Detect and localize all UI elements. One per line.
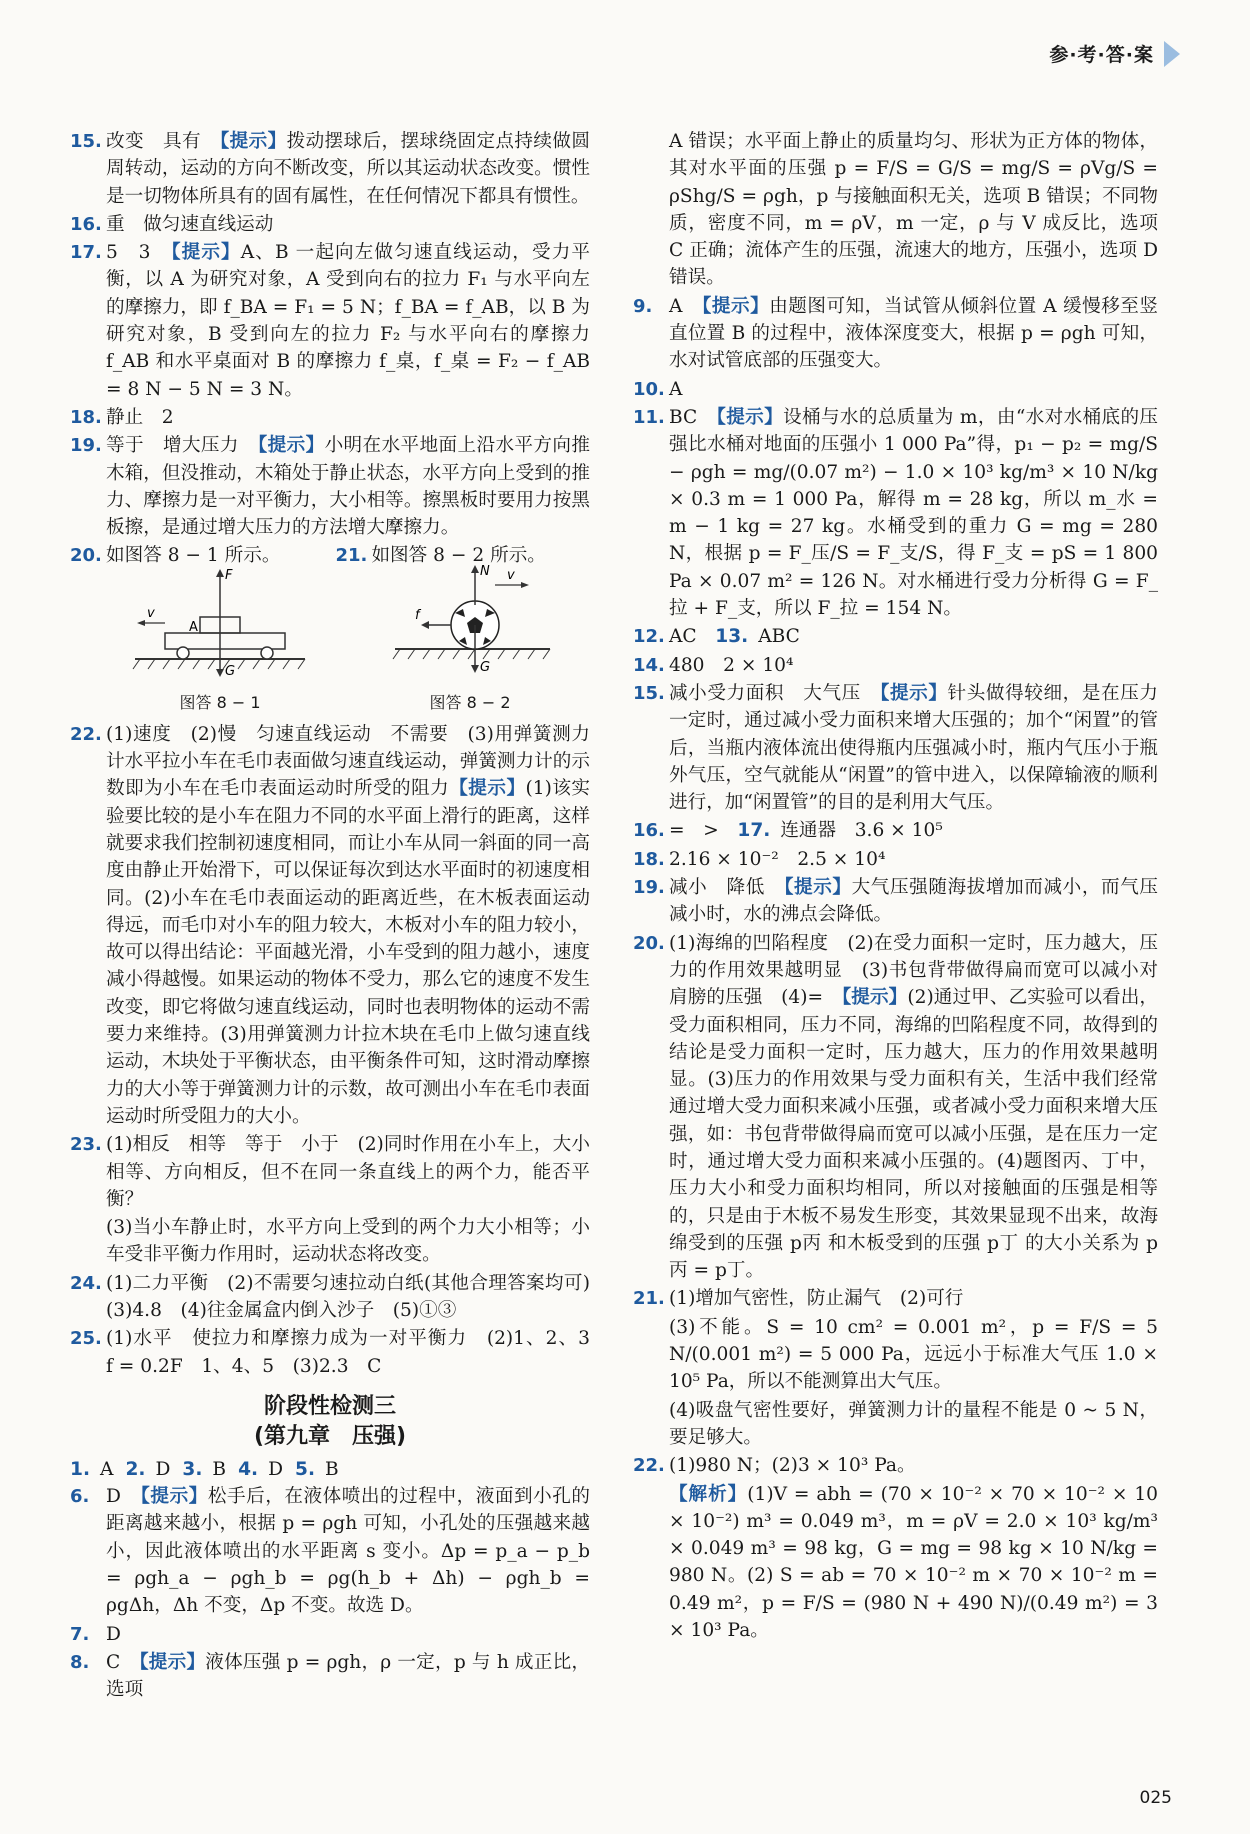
figure-8-1-caption: 图答 8 − 1: [179, 693, 261, 713]
label-v2: v: [507, 568, 515, 584]
answer-8-continued: A 错误；水平面上静止的质量均匀、形状为正方体的物体，其对水平面的压强 p = F/S = G/S = mg/S = ρVg/S = ρShg/S = ρgh，p 与接触面积无关，选项 B 错误；不同物质，密度不同，m = ρV，m 一定，ρ 与 V 成反比，选项 C 正确；流体产生的压强，流速大的地方，压强小，选项 D 错误。: [669, 131, 1158, 289]
right-column: [633, 128, 1158, 1645]
answer-18: 18. 静止 2: [70, 406, 174, 428]
answer-15: 15. 改变 具有 【提示】拨动摆球后，摆球绕固定点持续做圆周转动，运动的方向不断改变，所以其运动状态改变。惯性是一切物体所具有的固有属性，在任何情况下都具有惯性。: [70, 131, 590, 207]
answer-20r: 20. (1)海绵的凹陷程度 (2)在受力面积一定时，压力越大，压力的作用效果越明显 (3)书包背带做得扁而宽可以减小对肩膀的压强 (4)= 【提示】(2)通过甲、乙实验可以看出，受力面积相同，压力不同，海绵的凹陷程度不同，故得到的结论是受力面积一定时，压力越大，压力的作用效果越明显。(3)压力的作用效果与受力面积有关，生活中我们经常通过增大受力面积来减小压强，或者减小受力面积来增大压强，如：书包背带做得扁而宽可以减小压强，是在压力一定时，通过增大受力面积来减小压强的。(4)题图丙、丁中，压力大小和受力面积均相同，所以对接触面的压强是相等的，只是由于木板不易发生形变，其效果显现不出来，故海绵受到的压强 p丙 和木板受到的压强 p丁 的大小关系为 p丙 = p丁。: [633, 932, 1159, 1282]
section-title: 阶段性检测三 (第九章 压强): [253, 1393, 407, 1449]
chevron-right-icon: [1164, 41, 1180, 67]
figure-8-1: [125, 561, 315, 717]
answer-9: 9. A 【提示】由题图可知，当试管从倾斜位置 A 缓慢移至竖直位置 B 的过程中，液体深度变大，根据 p = ρgh 可知，水对试管底部的压强变大。: [633, 295, 1159, 372]
answer-16: 16. 重 做匀速直线运动: [70, 213, 274, 235]
answer-11: 11. BC 【提示】设桶与水的总质量为 m，由“水对水桶底的压强比水桶对地面的压强小 1 000 Pa”得，p₁ − p₂ = mg/S − ρgh = mg/(0.07 m²) − 1.0 × 10³ kg/m³ × 10 N/kg × 0.3 m = 1 000 Pa，解得 m = 28 kg，所以 m_水 = m − 1 kg = 27 kg。水桶受到的重力 G = mg = 280 N，根据 p = F_压/S = F_支/S，得 F_支 = pS = 1 800 Pa × 0.07 m² = 126 N。对水桶进行受力分析得 G = F_拉 + F_支，所以 F_拉 = 154 N。: [633, 406, 1158, 620]
label-F: F: [225, 568, 233, 584]
answer-7: 7. D: [70, 1623, 121, 1645]
answer-15r: 15. 减小受力面积 大气压 【提示】针头做得较细，是在压力一定时，通过减小受力面积来增大压强的；加个“闲置”的管后，当瓶内液体流出使得瓶内压强减小时，瓶内气压小于瓶外气压，空气就能从“闲置”的管中进入，以保障输液的顺利进行，加“闲置管”的目的是利用大气压。: [633, 682, 1158, 814]
figure-8-2: [385, 561, 555, 717]
figure-8-2-caption: 图答 8 − 2: [429, 693, 511, 713]
answer-18r: 18. 2.16 × 10⁻² 2.5 × 10⁴: [633, 848, 886, 870]
car-force-diagram: [125, 561, 315, 681]
header-title: 参·考·答·案: [1049, 44, 1154, 66]
answer-19r: 19. 减小 降低 【提示】大气压强随海拔增加而减小，而气压减小时，水的沸点会降低。: [633, 877, 1158, 926]
answer-21r: 21. (1)增加气密性，防止漏气 (2)可行: [633, 1288, 964, 1310]
answer-19: 19. 等于 增大压力 【提示】小明在水平地面上沿水平方向推木箱，但没推动，木箱处于静止状态，水平方向上受到的推力、摩擦力是一对平衡力，大小相等。擦黑板时要用力按黑板擦，是通过增大压力的方法增大摩擦力。: [70, 435, 590, 539]
answer-25: 25. (1)水平 使拉力和摩擦力成为一对平衡力 (2)1、2、3 f = 0.2F 1、4、5 (3)2.3 C: [70, 1328, 609, 1377]
answer-23-part3: (3)当小车静止时，水平方向上受到的两个力大小相等；小车受非平衡力作用时，运动状态将改变。: [106, 1217, 590, 1266]
page-header: [1049, 40, 1180, 67]
answer-14: 14. 480 2 × 10⁴: [633, 654, 794, 676]
answer-21r-part4: (4)吸盘气密性要好，弹簧测力计的量程不能是 0 ~ 5 N，要足够大。: [669, 1399, 1158, 1448]
answer-12-13: 12. AC 13. ABC: [633, 626, 800, 648]
answer-24: 24. (1)二力平衡 (2)不需要匀速拉动白纸(其他合理答案均可) (3)4.8 (4)往金属盒内倒入沙子 (5)①③: [70, 1272, 609, 1321]
label-G: G: [225, 664, 236, 680]
answer-21r-part3: (3)不能。S = 10 cm² = 0.001 m²，p = F/S = 5 N/(0.001 m²) = 5 000 Pa，远远小于标准大气压 1.0 × 10⁵ Pa，所以不能测算出大气压。: [669, 1316, 1158, 1393]
label-v: v: [147, 606, 155, 622]
answer-10: 10. A: [633, 378, 683, 400]
answer-23: 23. (1)相反 相等 等于 小于 (2)同时作用在小车上，大小相等、方向相反，但不在同一条直线上的两个力，能否平衡？: [70, 1134, 590, 1210]
answer-8: 8. C 【提示】液体压强 p = ρgh，ρ 一定，p 与 h 成正比，选项: [70, 1651, 590, 1701]
answer-22r-solution: 【解析】(1)V = abh = (70 × 10⁻² × 70 × 10⁻² × 10 × 10⁻²) m³ = 0.049 m³，m = ρV = 2.0 × 10³ kg/m³ × 0.049 m³ = 98 kg，G = mg = 98 kg × 10 N/kg = 980 N。(2) S = ab = 70 × 10⁻² m × 70 × 10⁻² m = 0.49 m²，p = F/S = (980 N + 490 N)/(0.49 m²) = 3 × 10³ Pa。: [669, 1483, 1158, 1642]
left-column: [70, 128, 609, 1705]
label-N: N: [480, 564, 490, 580]
answer-22r: 22. (1)980 N；(2)3 × 10³ Pa。: [633, 1455, 916, 1477]
figures-row: [90, 564, 590, 717]
answer-20-21: 20. 如图答 8 − 1 所示。 21. 如图答 8 − 2 所示。: [70, 545, 546, 567]
multiple-choice-row: 1. A 2. D 3. B 4. D 5. B: [70, 1458, 339, 1480]
label-G2: G: [480, 660, 491, 676]
page-number: 025: [1139, 1788, 1172, 1808]
answer-6: 6. D 【提示】松手后，在液体喷出的过程中，液面到小孔的距离越来越小，根据 p = ρgh 可知，小孔处的压强越来越小，因此液体喷出的水平距离 s 变小。Δp = p_a − p_b = ρgh_a − ρgh_b = ρg(h_b + Δh) − ρgh_b = ρgΔh，Δh 不变，Δp 不变。故选 D。: [70, 1486, 590, 1617]
label-f: f: [415, 608, 420, 624]
answer-17: 17. 5 3 【提示】A、B 一起向左做匀速直线运动，受力平衡，以 A 为研究对象，A 受到向右的拉力 F₁ 与水平向左的摩擦力，即 f_BA = F₁ = 5 N；f_BA = f_AB，以 B 为研究对象，B 受到向左的拉力 F₂ 与水平向右的摩擦力 f_AB 和水平桌面对 B 的摩擦力 f_桌，f_桌 = F₂ − f_AB = 8 N − 5 N = 3 N。: [70, 242, 590, 400]
answer-16-17: 16. = > 17. 连通器 3.6 × 10⁵: [633, 820, 943, 842]
answer-22: 22. (1)速度 (2)慢 匀速直线运动 不需要 (3)用弹簧测力计水平拉小车在毛巾表面做匀速直线运动，弹簧测力计的示数即为小车在毛巾表面运动时所受的阻力【提示】(1)该实验要比较的是小车在阻力不同的水平面上滑行的距离，这样就要求我们控制初速度相同，而让小车从同一斜面的同一高度由静止开始滑下，可以保证每次到达水平面时的初速度相同。(2)小车在毛巾表面运动的距离近些，在木板表面运动得远，而毛巾对小车的阻力较大，木板对小车的阻力较小，故可以得出结论：平面越光滑，小车受到的阻力越小，速度减小得越慢。如果运动的物体不受力，那么它的速度不发生改变，即它将做匀速直线运动，同时也表明物体的运动不需要力来维持。(3)用弹簧测力计拉木块在毛巾上做匀速直线运动，木块处于平衡状态，由平衡条件可知，这时滑动摩擦力的大小等于弹簧测力计的示数，故可测出小车在毛巾表面运动时所受阻力的大小。: [70, 723, 590, 1127]
ball-force-diagram: [385, 561, 555, 681]
label-A: A: [189, 620, 198, 636]
